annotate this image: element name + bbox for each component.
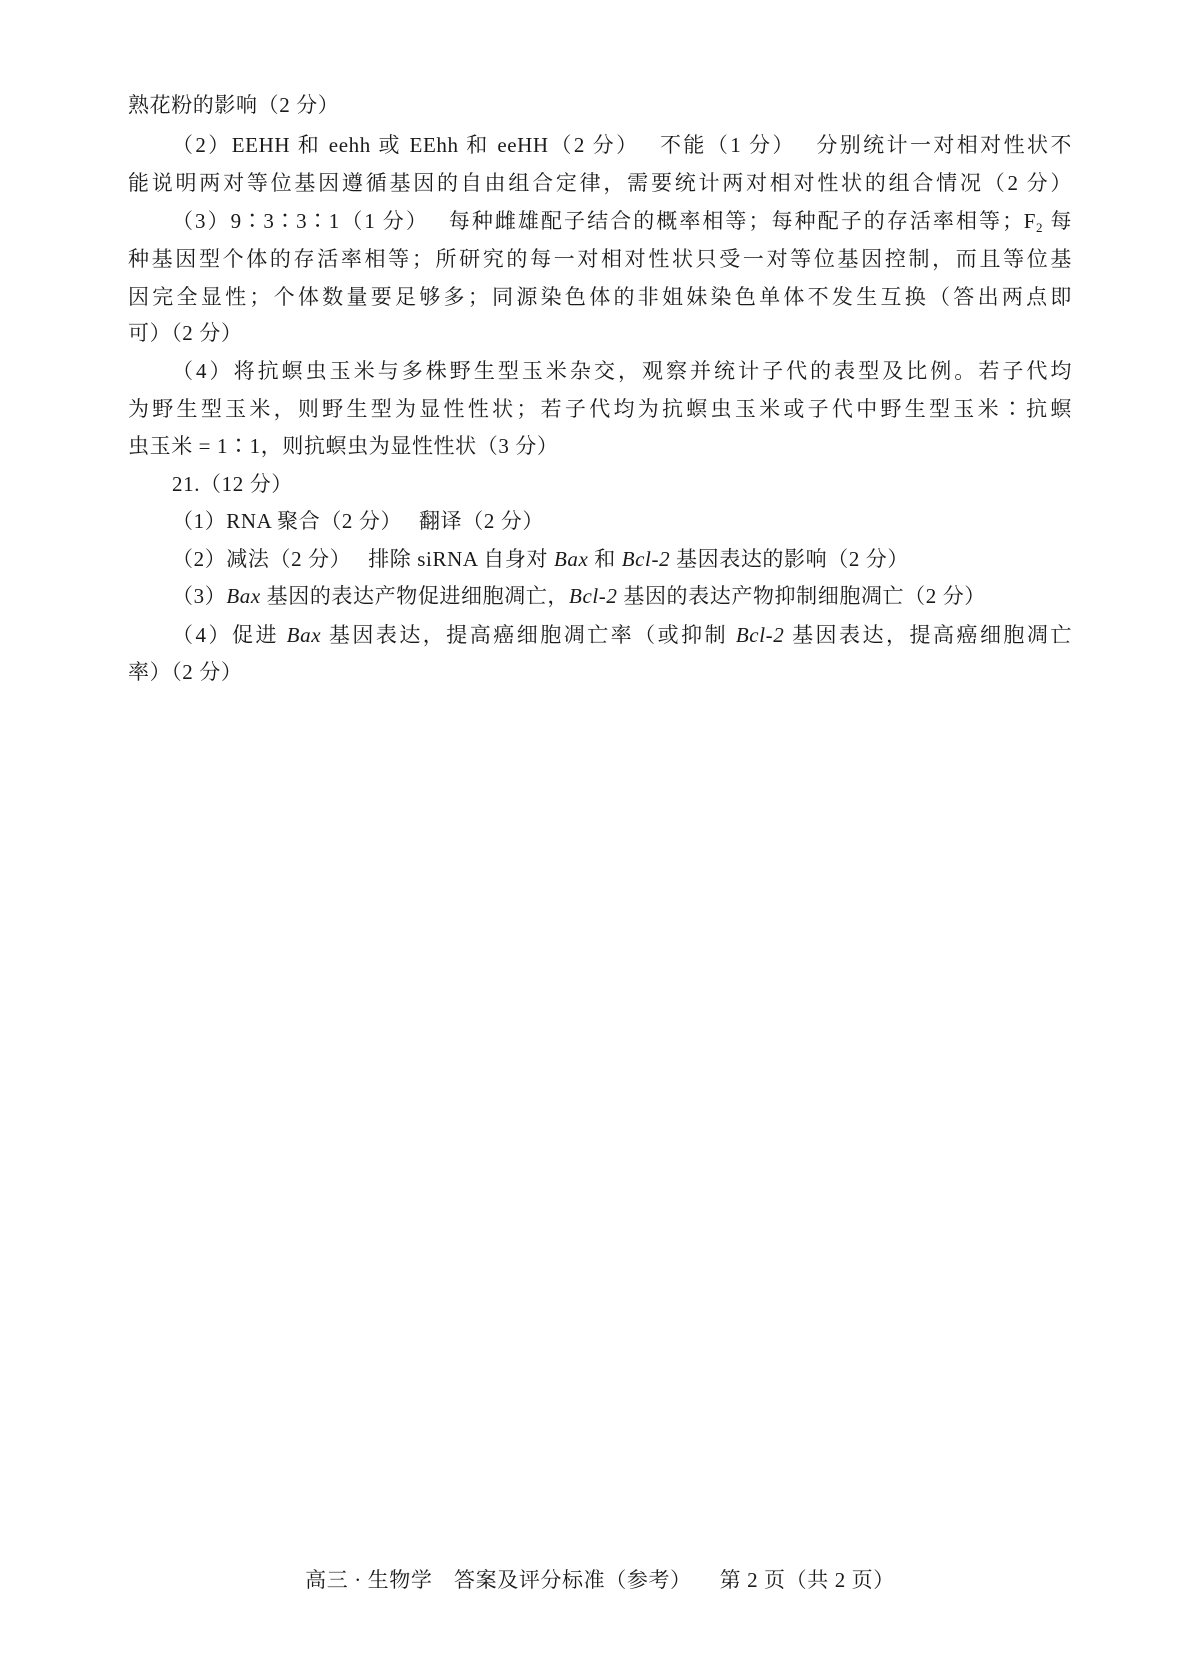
text-run: （3）: [172, 584, 227, 608]
text-line: 为野生型玉米，则野生型为显性性状；若子代均为抗螟虫玉米或子代中野生型玉米∶抗螟: [128, 397, 1072, 421]
gene-name: Bcl-2: [621, 547, 671, 571]
text-run: （3）9∶3∶3∶1（1 分） 每种雌雄配子结合的概率相等；每种配子的存活率相等；F: [172, 209, 1036, 233]
page-footer: [0, 1565, 1200, 1595]
text-run: 每: [1043, 209, 1072, 233]
text-line: 可）（2 分）: [128, 321, 243, 345]
gene-name: Bcl-2: [735, 623, 785, 647]
text-line: [172, 544, 1072, 574]
text-line: [172, 581, 1072, 611]
text-line: [172, 620, 1072, 650]
text-line: 率）（2 分）: [128, 660, 243, 684]
text-line: （1）RNA 聚合（2 分） 翻译（2 分）: [172, 509, 544, 533]
subscript: 2: [1035, 220, 1044, 235]
text-run: 和: [588, 547, 622, 571]
footer-page-number: 第 2 页（共 2 页）: [719, 1568, 895, 1592]
text-line: [172, 206, 1072, 236]
gene-name: Bax: [286, 623, 322, 647]
text-line: 虫玉米 = 1∶1，则抗螟虫为显性性状（3 分）: [128, 434, 559, 458]
question-heading: 21.（12 分）: [172, 472, 293, 496]
text-line: 种基因型个体的存活率相等；所研究的每一对相对性状只受一对等位基因控制，而且等位基: [128, 247, 1072, 271]
text-line: （4）将抗螟虫玉米与多株野生型玉米杂交，观察并统计子代的表型及比例。若子代均: [172, 359, 1072, 383]
text-run: （2）减法（2 分） 排除 siRNA 自身对: [172, 547, 554, 571]
text-run: 基因表达，提高癌细胞凋亡率（或抑制: [321, 623, 736, 647]
footer-subject: 高三 · 生物学 答案及评分标准（参考）: [305, 1568, 692, 1592]
text-run: 基因的表达产物抑制细胞凋亡（2 分）: [617, 584, 986, 608]
gene-name: Bax: [553, 547, 589, 571]
gene-name: Bcl-2: [569, 584, 618, 608]
text-line: 熟花粉的影响（2 分）: [128, 93, 340, 117]
text-line: 能说明两对等位基因遵循基因的自由组合定律，需要统计两对相对性状的组合情况（2 分）: [128, 171, 1072, 195]
gene-name: Bax: [226, 584, 261, 608]
text-run: 基因表达，提高癌细胞凋亡: [784, 623, 1072, 647]
text-run: 基因表达的影响（2 分）: [670, 547, 909, 571]
text-run: 基因的表达产物促进细胞凋亡，: [260, 584, 570, 608]
text-run: （4）促进: [172, 623, 287, 647]
text-line: （2）EEHH 和 eehh 或 EEhh 和 eeHH（2 分） 不能（1 分） 分别统计一对相对性状不: [172, 133, 1072, 157]
text-line: 因完全显性；个体数量要足够多；同源染色体的非姐妹染色单体不发生互换（答出两点即: [128, 285, 1072, 309]
